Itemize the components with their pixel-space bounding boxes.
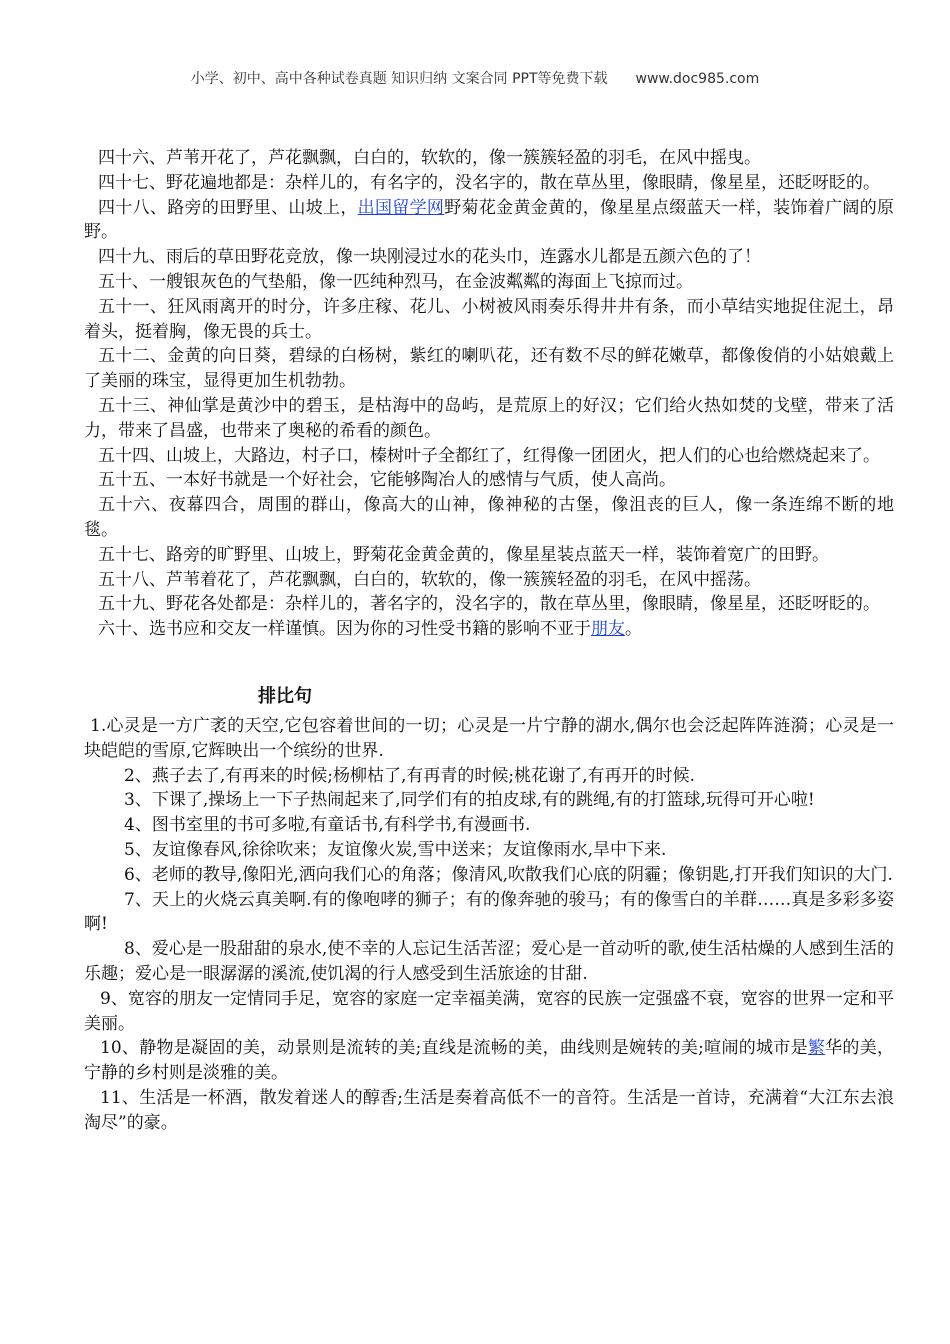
sentence-text: 天上的火烧云真美啊.有的像咆哮的狮子；有的像奔驰的骏马；有的像雪白的羊群……真是多彩多姿啊!	[84, 889, 894, 935]
paragraph-60-text-2: 。	[625, 619, 642, 640]
paragraph-48	[84, 196, 894, 246]
parallel-sentence-8	[84, 937, 894, 987]
sentence-number: 2、	[124, 765, 152, 786]
page-header	[0, 68, 950, 88]
sentence-text: 燕子去了,有再来的时候;杨柳枯了,有再青的时候;桃花谢了,有再开的时候.	[151, 765, 695, 786]
parallel-sentence-2	[84, 764, 894, 789]
sentence-number: 6、	[124, 864, 152, 885]
parallel-sentence-4	[84, 813, 894, 838]
paragraph-51: 五十一、狂风雨离开的时分，许多庄稼、花儿、小树被风雨奏乐得井井有条，而小草结实地捉住泥土，昂着头，挺着胸，像无畏的兵士。	[84, 296, 894, 342]
paragraph-50: 五十、一艘银灰色的气垫船，像一匹纯种烈马，在金波粼粼的海面上飞掠而过。	[98, 271, 693, 292]
paragraph-48-text-2: 野菊花金黄金黄的，像星星点缀蓝天一样，装饰着广阔的原野。	[84, 197, 895, 243]
prosperous-link[interactable]: 繁	[807, 1038, 826, 1059]
sentence-number: 8、	[124, 939, 152, 960]
sentence-text: 下课了,操场上一下子热闹起来了,同学们有的拍皮球,有的跳绳,有的打篮球,玩得可开心啦!	[151, 790, 815, 811]
parallel-sentence-7	[84, 888, 894, 938]
paragraph-57: 五十七、路旁的旷野里、山坡上，野菊花金黄金黄的，像星星装点蓝天一样，装饰着宽广的田野。	[98, 544, 829, 565]
sentence-number: 3、	[124, 790, 152, 811]
sentence-10-text: 10、静物是凝固的美，动景则是流转的美;直线是流畅的美，曲线则是婉转的美;喧闹的城市是	[100, 1038, 808, 1059]
header-url[interactable]: www.doc985.com	[635, 71, 760, 87]
paragraph-55: 五十五、一本好书就是一个好社会，它能够陶冶人的感情与气质，使人高尚。	[98, 470, 676, 491]
paragraph-54: 五十四、山坡上，大路边，村子口，榛树叶子全都红了，红得像一团团火，把人们的心也给燃烧起来了。	[98, 445, 880, 466]
paragraph-52: 五十二、金黄的向日葵，碧绿的白杨树，紫红的喇叭花，还有数不尽的鲜花嫩草，都像俊俏的小姑娘戴上了美丽的珠宝，显得更加生机勃勃。	[84, 346, 894, 392]
parallel-sentence-11: 11、生活是一杯酒，散发着迷人的醇香;生活是奏着高低不一的音符。生活是一首诗，充满着“大江东去浪淘尽”的豪。	[84, 1087, 894, 1133]
parallel-sentence-10	[84, 1036, 894, 1086]
paragraph-48-text: 四十八、路旁的田野里、山坡上，	[98, 197, 358, 218]
paragraph-53: 五十三、神仙掌是黄沙中的碧玉，是枯海中的岛屿，是荒原上的好汉；它们给火热如焚的戈壁，带来了活力，带来了昌盛，也带来了奥秘的希看的颜色。	[84, 395, 894, 441]
sentence-number: 5、	[124, 839, 152, 860]
parallel-sentence-9: 9、宽容的朋友一定情同手足，宽容的家庭一定幸福美满，宽容的民族一定强盛不衰，宽容的世界一定和平美丽。	[84, 988, 894, 1034]
sentence-number: 4、	[124, 815, 152, 836]
header-text: 小学、初中、高中各种试卷真题 知识归纳 文案合同 PPT等免费下载	[190, 71, 608, 87]
sentence-10-text-2: 华的美，宁静的乡村则是淡雅的美。	[84, 1038, 894, 1084]
paragraph-56: 五十六、夜幕四合，周围的群山，像高大的山神，像神秘的古堡，像沮丧的巨人，像一条连绵不断的地毯。	[84, 495, 894, 540]
document-body	[84, 146, 894, 1135]
sentence-text: 老师的教导,像阳光,洒向我们心的角落；像清风,吹散我们心底的阴霾；像钥匙,打开我们知识的大门.	[151, 864, 893, 885]
section-heading: 排比句	[258, 685, 312, 707]
sentence-number: 7、	[124, 889, 152, 910]
sentence-text: 爱心是一股甜甜的泉水,使不幸的人忘记生活苦涩；爱心是一首动听的歌,使生活枯燥的人感到生活的乐趣；爱心是一眼潺潺的溪流,使饥渴的行人感受到生活旅途的甘甜.	[84, 939, 894, 984]
paragraph-60-text: 六十、选书应和交友一样谨慎。因为你的习性受书籍的影响不亚于	[98, 619, 591, 640]
sentence-text: 图书室里的书可多啦,有童话书,有科学书,有漫画书.	[151, 815, 531, 836]
paragraph-47: 四十七、野花遍地都是：杂样儿的，有名字的，没名字的，散在草丛里，像眼睛，像星星，还眨呀眨的。	[98, 172, 880, 193]
paragraph-58: 五十八、芦苇着花了，芦花飘飘，白白的，软软的，像一簇簇轻盈的羽毛，在风中摇荡。	[98, 569, 761, 590]
paragraph-59: 五十九、野花各处都是：杂样儿的，著名字的，没名字的，散在草丛里，像眼睛，像星星，还眨呀眨的。	[98, 594, 880, 615]
paragraph-49: 四十九、雨后的草田野花竞放，像一块刚浸过水的花头巾，连露水儿都是五颜六色的了！	[98, 247, 761, 268]
sentence-text: 友谊像春风,徐徐吹来；友谊像火炭,雪中送来；友谊像雨水,旱中下来.	[151, 839, 667, 860]
paragraph-60	[84, 617, 894, 642]
parallel-sentence-6	[84, 863, 894, 888]
study-abroad-link[interactable]: 出国留学网	[357, 197, 445, 218]
parallel-sentence-5	[84, 838, 894, 863]
parallel-sentence-1: 1.心灵是一方广袤的天空,它包容着世间的一切；心灵是一片宁静的湖水,偶尔也会泛起阵阵涟漪；心灵是一块皑皑的雪原,它辉映出一个缤纷的世界.	[84, 715, 894, 761]
parallel-sentence-3	[84, 788, 894, 813]
paragraph-46: 四十六、芦苇开花了，芦花飘飘，白白的，软软的，像一簇簇轻盈的羽毛，在风中摇曳。	[98, 148, 761, 168]
friend-link[interactable]: 朋友	[591, 619, 625, 640]
